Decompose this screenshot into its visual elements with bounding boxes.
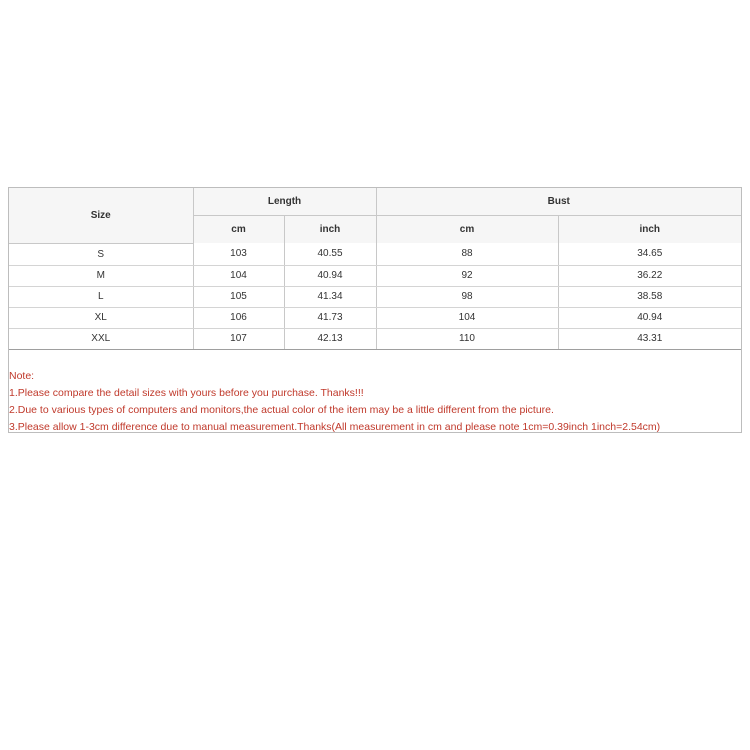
bust-cm-cell: 104 <box>376 307 558 328</box>
length-group-header: Length <box>193 188 376 216</box>
length-cm-cell: 103 <box>193 243 284 265</box>
size-cell: M <box>9 265 193 286</box>
bust-cm-cell: 88 <box>376 243 558 265</box>
length-inch-cell: 40.55 <box>284 243 376 265</box>
length-cm-cell: 104 <box>193 265 284 286</box>
note-line: 1.Please compare the detail sizes with yours before you purchase. Thanks!!! <box>9 386 364 399</box>
length-inch-cell: 42.13 <box>284 328 376 349</box>
length-inch-cell: 41.73 <box>284 307 376 328</box>
length-inch-header: inch <box>284 216 376 244</box>
table-row <box>9 243 741 265</box>
table-row <box>9 307 741 328</box>
length-inch-cell: 40.94 <box>284 265 376 286</box>
size-cell: XXL <box>9 328 193 349</box>
size-cell: L <box>9 286 193 307</box>
table-row <box>9 265 741 286</box>
notes-title: Note: <box>9 369 35 382</box>
table-row <box>9 286 741 307</box>
note-line: 3.Please allow 1-3cm difference due to manual measurement.Thanks(All measurement in cm and please note 1cm=0.39inch 1inch=2.54cm) <box>9 420 661 433</box>
table-header-row <box>9 188 741 216</box>
length-cm-cell: 106 <box>193 307 284 328</box>
length-cm-header: cm <box>193 216 284 244</box>
length-cm-cell: 107 <box>193 328 284 349</box>
bust-inch-cell: 34.65 <box>558 243 741 265</box>
bust-inch-header: inch <box>558 216 741 244</box>
bust-inch-cell: 38.58 <box>558 286 741 307</box>
bust-cm-cell: 92 <box>376 265 558 286</box>
size-column-header: Size <box>9 188 193 243</box>
size-cell: S <box>9 243 193 265</box>
bust-cm-cell: 98 <box>376 286 558 307</box>
bust-cm-header: cm <box>376 216 558 244</box>
bust-cm-cell: 110 <box>376 328 558 349</box>
notes-section <box>9 349 741 436</box>
length-cm-cell: 105 <box>193 286 284 307</box>
note-line: 2.Due to various types of computers and monitors,the actual color of the item may be a little different from the picture. <box>9 403 554 416</box>
size-cell: XL <box>9 307 193 328</box>
bust-inch-cell: 36.22 <box>558 265 741 286</box>
length-inch-cell: 41.34 <box>284 286 376 307</box>
bust-inch-cell: 40.94 <box>558 307 741 328</box>
table-row <box>9 328 741 349</box>
size-table <box>9 188 741 349</box>
bust-inch-cell: 43.31 <box>637 333 663 344</box>
bust-group-header: Bust <box>376 188 741 216</box>
size-chart <box>8 187 742 433</box>
